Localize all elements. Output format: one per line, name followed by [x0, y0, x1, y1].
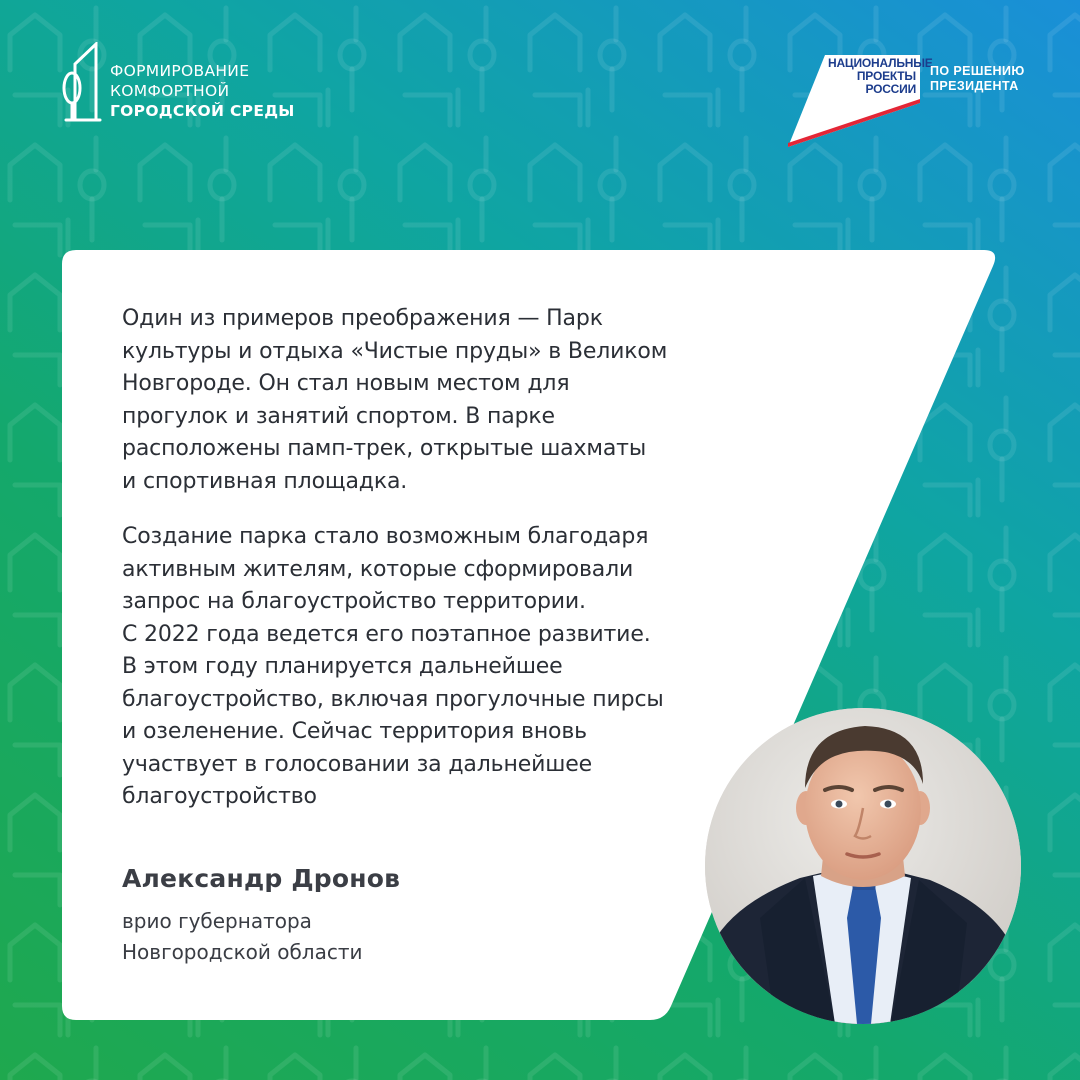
national-projects-line-2: ПРОЕКТЫ	[856, 69, 916, 83]
by-decision-line-2: ПРЕЗИДЕНТА	[930, 79, 1019, 93]
quote-line: благоустройство, включая прогулочные пирсы	[122, 686, 664, 712]
quote-line: и озеленение. Сейчас территория вновь	[122, 719, 588, 744]
quote-paragraph-2	[122, 521, 762, 814]
quote-line: В этом году планируется дальнейшее	[122, 654, 563, 679]
national-projects-line-3: РОССИИ	[865, 82, 916, 96]
logo-left-line-2: КОМФОРТНОЙ	[110, 82, 230, 100]
quote-line: благоустройство	[122, 784, 317, 809]
quote-line: запрос на благоустройство территории.	[122, 589, 586, 614]
quote-line: С 2022 года ведется его поэтапное развитие.	[122, 621, 651, 647]
quote-line: Один из примеров преображения — Парк	[122, 306, 603, 331]
quote-text	[122, 303, 762, 814]
author-portrait	[705, 708, 1021, 1024]
quote-line: Новгороде. Он стал новым местом для	[122, 371, 570, 396]
by-decision-line-1: ПО РЕШЕНИЮ	[930, 64, 1025, 78]
author-name: Александр Дронов	[122, 864, 401, 893]
quote-line: прогулок и занятий спортом. В парке	[122, 403, 555, 429]
quote-line: культуры и отдыха «Чистые пруды» в Великом	[122, 338, 668, 364]
quote-line: и спортивная площадка.	[122, 468, 408, 494]
author-role	[122, 906, 363, 968]
quote-line: Создание парка стало возможным благодаря	[122, 524, 649, 549]
logo-left-line-3: ГОРОДСКОЙ СРЕДЫ	[110, 102, 295, 120]
national-projects-line-1: НАЦИОНАЛЬНЫЕ	[828, 56, 933, 70]
quote-line: активным жителям, которые сформировали	[122, 556, 634, 582]
author-role-line-1: врио губернатора	[122, 909, 312, 933]
quote-line: расположены памп-трек, открытые шахматы	[122, 436, 647, 461]
portrait-illustration	[705, 708, 1021, 1024]
author-role-line-2: Новгородской области	[122, 940, 363, 964]
quote-paragraph-1	[122, 303, 762, 498]
logo-left-line-1: ФОРМИРОВАНИЕ	[110, 62, 250, 80]
quote-line: участвует в голосовании за дальнейшее	[122, 751, 592, 777]
